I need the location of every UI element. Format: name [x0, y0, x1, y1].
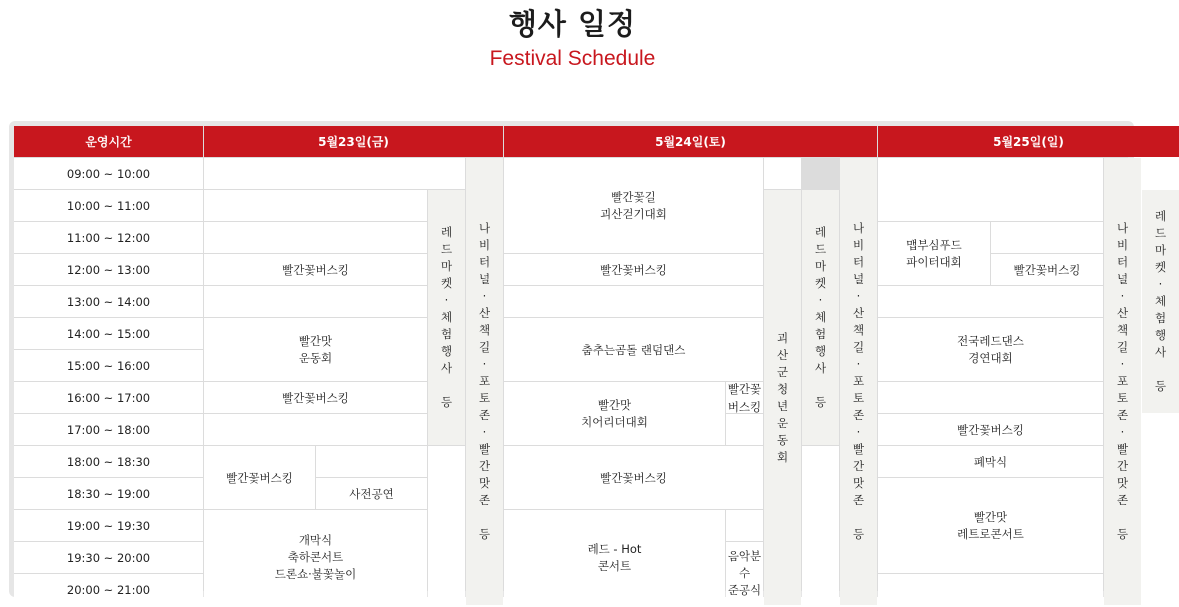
day2-empty-cell	[504, 286, 763, 317]
day3-empty-cell	[1142, 414, 1179, 605]
header-day1: 5월23일(금)	[204, 126, 503, 157]
day1-empty-cell	[204, 190, 427, 221]
vertical-char: 널	[852, 272, 865, 286]
vertical-char	[483, 509, 487, 526]
vertical-char: ·	[818, 293, 823, 307]
vertical-char: 험	[440, 327, 453, 341]
day3-busking-2: 빨간꽃버스킹	[878, 414, 1103, 445]
vertical-char: 등	[478, 527, 491, 541]
vertical-char: 존	[852, 408, 865, 422]
page-subtitle: Festival Schedule	[489, 47, 656, 70]
schedule-table	[14, 126, 1167, 597]
vertical-char: 산	[776, 347, 789, 362]
day3-red-market	[1142, 190, 1179, 413]
vertical-char: 널	[1116, 272, 1129, 286]
vertical-char	[1159, 361, 1163, 378]
vertical-char: 빨	[1116, 442, 1129, 456]
vertical-char: 군	[776, 364, 789, 379]
day3-butterfly-tunnel	[1104, 158, 1141, 605]
vertical-char: ·	[482, 425, 487, 439]
vertical-char: 마	[1154, 243, 1167, 257]
vertical-char: ·	[1120, 357, 1125, 371]
vertical-char: 레	[1154, 209, 1167, 223]
time-slot: 20:00 ~ 21:00	[14, 574, 203, 605]
day3-retro-concert: 빨간맛 레트로콘서트	[878, 478, 1103, 573]
vertical-char: 사	[814, 361, 827, 375]
vertical-char: 동	[776, 432, 789, 447]
vertical-char: 나	[478, 221, 491, 235]
vertical-char	[445, 377, 449, 394]
vertical-char: 등	[814, 395, 827, 409]
vertical-char: 드	[814, 242, 827, 256]
vertical-char: 레	[440, 225, 453, 239]
time-slot: 16:00 ~ 17:00	[14, 382, 203, 413]
vertical-char: 드	[440, 242, 453, 256]
vertical-char	[1121, 509, 1125, 526]
day3-empty-cell	[878, 574, 1103, 605]
vertical-char: 행	[1154, 328, 1167, 342]
day1-pre-show: 사전공연	[316, 478, 427, 509]
vertical-char: 등	[1154, 379, 1167, 393]
day3-busking-1: 빨간꽃버스킹	[991, 254, 1103, 285]
vertical-char: 빨	[852, 442, 865, 456]
time-slot: 17:00 ~ 18:00	[14, 414, 203, 445]
vertical-char: 사	[1154, 345, 1167, 359]
day2-empty-cell	[802, 446, 839, 605]
vertical-char: 행	[440, 344, 453, 358]
vertical-char: 간	[478, 459, 491, 473]
time-slot: 09:00 ~ 10:00	[14, 158, 203, 189]
day3-closing-ceremony: 폐막식	[878, 446, 1103, 477]
vertical-char: 빨	[478, 442, 491, 456]
vertical-char: 토	[478, 391, 491, 405]
vertical-char: ·	[1158, 277, 1163, 291]
vertical-char: 책	[1116, 323, 1129, 337]
day1-red-sports-day: 빨간맛 운동회	[204, 318, 427, 381]
vertical-char: 년	[776, 398, 789, 413]
time-slot: 18:30 ~ 19:00	[14, 478, 203, 509]
day2-busking-2: 빨간꽃버스킹	[727, 381, 762, 414]
vertical-char: 존	[1116, 408, 1129, 422]
time-slot: 19:30 ~ 20:00	[14, 542, 203, 573]
day3-food-fighter: 맵부심푸드 파이터대회	[878, 222, 990, 285]
day1-empty-cell	[204, 158, 465, 189]
day2-youth-sports-day	[764, 190, 801, 605]
vertical-char: 맛	[852, 476, 865, 490]
day3-empty-cell	[878, 286, 1103, 317]
vertical-char: 맛	[1116, 476, 1129, 490]
day1-empty-cell	[204, 222, 427, 253]
vertical-char: 운	[776, 415, 789, 430]
page-title: 행사 일정	[508, 7, 637, 41]
vertical-char: ·	[1120, 289, 1125, 303]
day1-empty-cell	[316, 446, 427, 477]
header-time: 운영시간	[14, 126, 203, 157]
vertical-char: 험	[814, 327, 827, 341]
vertical-char: 등	[440, 395, 453, 409]
vertical-char: 길	[1116, 340, 1129, 354]
day3-empty-cell	[1142, 158, 1179, 189]
vertical-char: 포	[852, 374, 865, 388]
vertical-char: 존	[1116, 493, 1129, 507]
vertical-char: 책	[852, 323, 865, 337]
vertical-char: 회	[776, 449, 789, 464]
vertical-char: 드	[1154, 226, 1167, 240]
vertical-char	[819, 377, 823, 394]
day1-empty-cell	[204, 414, 427, 445]
day2-random-dance: 춤추는곰돌 랜덤댄스	[504, 318, 763, 381]
vertical-char: 켓	[440, 276, 453, 290]
vertical-char: ·	[482, 357, 487, 371]
vertical-char: 체	[814, 310, 827, 324]
vertical-char: 길	[478, 340, 491, 354]
vertical-char: ·	[1120, 425, 1125, 439]
vertical-char: 터	[852, 255, 865, 269]
day1-red-market	[428, 190, 465, 445]
time-slot: 10:00 ~ 11:00	[14, 190, 203, 221]
vertical-char: 나	[852, 221, 865, 235]
vertical-char: 켓	[814, 276, 827, 290]
vertical-char: 토	[1116, 391, 1129, 405]
vertical-char: 마	[440, 259, 453, 273]
vertical-char: 켓	[1154, 260, 1167, 274]
vertical-char: 간	[1116, 459, 1129, 473]
vertical-char: 산	[852, 306, 865, 320]
day1-butterfly-tunnel	[466, 158, 503, 605]
day2-busking-3: 빨간꽃버스킹	[504, 446, 763, 509]
vertical-char: 존	[478, 493, 491, 507]
vertical-char: 행	[814, 344, 827, 358]
vertical-char: ·	[856, 357, 861, 371]
day1-busking-2: 빨간꽃버스킹	[204, 382, 427, 413]
day2-empty-cell	[726, 414, 763, 445]
vertical-char: 포	[1116, 374, 1129, 388]
vertical-char: 포	[478, 374, 491, 388]
vertical-char: 등	[1116, 527, 1129, 541]
vertical-char	[857, 509, 861, 526]
vertical-char: ·	[856, 289, 861, 303]
day3-empty-cell	[991, 222, 1103, 253]
vertical-char: 맛	[478, 476, 491, 490]
time-slot: 15:00 ~ 16:00	[14, 350, 203, 381]
day2-cheerleader-contest: 빨간맛 치어리더대회	[504, 382, 725, 445]
header-day2: 5월24일(토)	[504, 126, 877, 157]
time-slot: 12:00 ~ 13:00	[14, 254, 203, 285]
day1-opening-ceremony: 개막식 축하콘서트 드론쇼·불꽃놀이	[204, 510, 427, 605]
vertical-char: 비	[478, 238, 491, 252]
day2-empty-cell	[726, 510, 763, 541]
vertical-char: 존	[478, 408, 491, 422]
time-slot: 19:00 ~ 19:30	[14, 510, 203, 541]
day2-music-fountain: 음악분수 준공식	[726, 542, 763, 605]
day2-butterfly-tunnel	[840, 158, 877, 605]
vertical-char: 터	[1116, 255, 1129, 269]
header-day3: 5월25일(일)	[878, 126, 1179, 157]
vertical-char: 사	[440, 361, 453, 375]
vertical-char: ·	[444, 293, 449, 307]
vertical-char: 비	[852, 238, 865, 252]
day2-red-hot-concert: 레드 - Hot 콘서트	[504, 510, 725, 605]
vertical-char: ·	[482, 289, 487, 303]
time-slot: 14:00 ~ 15:00	[14, 318, 203, 349]
vertical-char: 토	[852, 391, 865, 405]
vertical-char: 산	[1116, 306, 1129, 320]
vertical-char: 마	[814, 259, 827, 273]
day1-busking-1: 빨간꽃버스킹	[204, 254, 427, 285]
vertical-char: ·	[856, 425, 861, 439]
vertical-char: 괴	[776, 330, 789, 345]
vertical-char: 간	[852, 459, 865, 473]
vertical-char: 널	[478, 272, 491, 286]
vertical-char: 등	[852, 527, 865, 541]
day1-empty-cell	[428, 446, 465, 605]
day2-flower-walk: 빨간꽃길 괴산걷기대회	[504, 158, 763, 253]
time-slot: 18:00 ~ 18:30	[14, 446, 203, 477]
vertical-char: 레	[814, 225, 827, 239]
day2-red-market	[802, 190, 839, 445]
vertical-char: 책	[478, 323, 491, 337]
vertical-char: 나	[1116, 221, 1129, 235]
time-slot: 13:00 ~ 14:00	[14, 286, 203, 317]
vertical-char: 청	[776, 381, 789, 396]
vertical-char: 체	[440, 310, 453, 324]
vertical-char: 험	[1154, 311, 1167, 325]
day1-busking-3: 빨간꽃버스킹	[204, 446, 315, 509]
vertical-char: 산	[478, 306, 491, 320]
day2-busking-1: 빨간꽃버스킹	[504, 254, 763, 285]
vertical-char: 길	[852, 340, 865, 354]
day3-empty-cell	[878, 158, 1103, 221]
time-slot: 11:00 ~ 12:00	[14, 222, 203, 253]
vertical-char: 비	[1116, 238, 1129, 252]
vertical-char: 존	[852, 493, 865, 507]
day3-red-dance-contest: 전국레드댄스 경연대회	[878, 318, 1103, 381]
day1-empty-cell	[204, 286, 427, 317]
day2-empty-cell	[764, 158, 801, 189]
vertical-char: 체	[1154, 294, 1167, 308]
day3-empty-cell	[878, 382, 1103, 413]
vertical-char: 터	[478, 255, 491, 269]
